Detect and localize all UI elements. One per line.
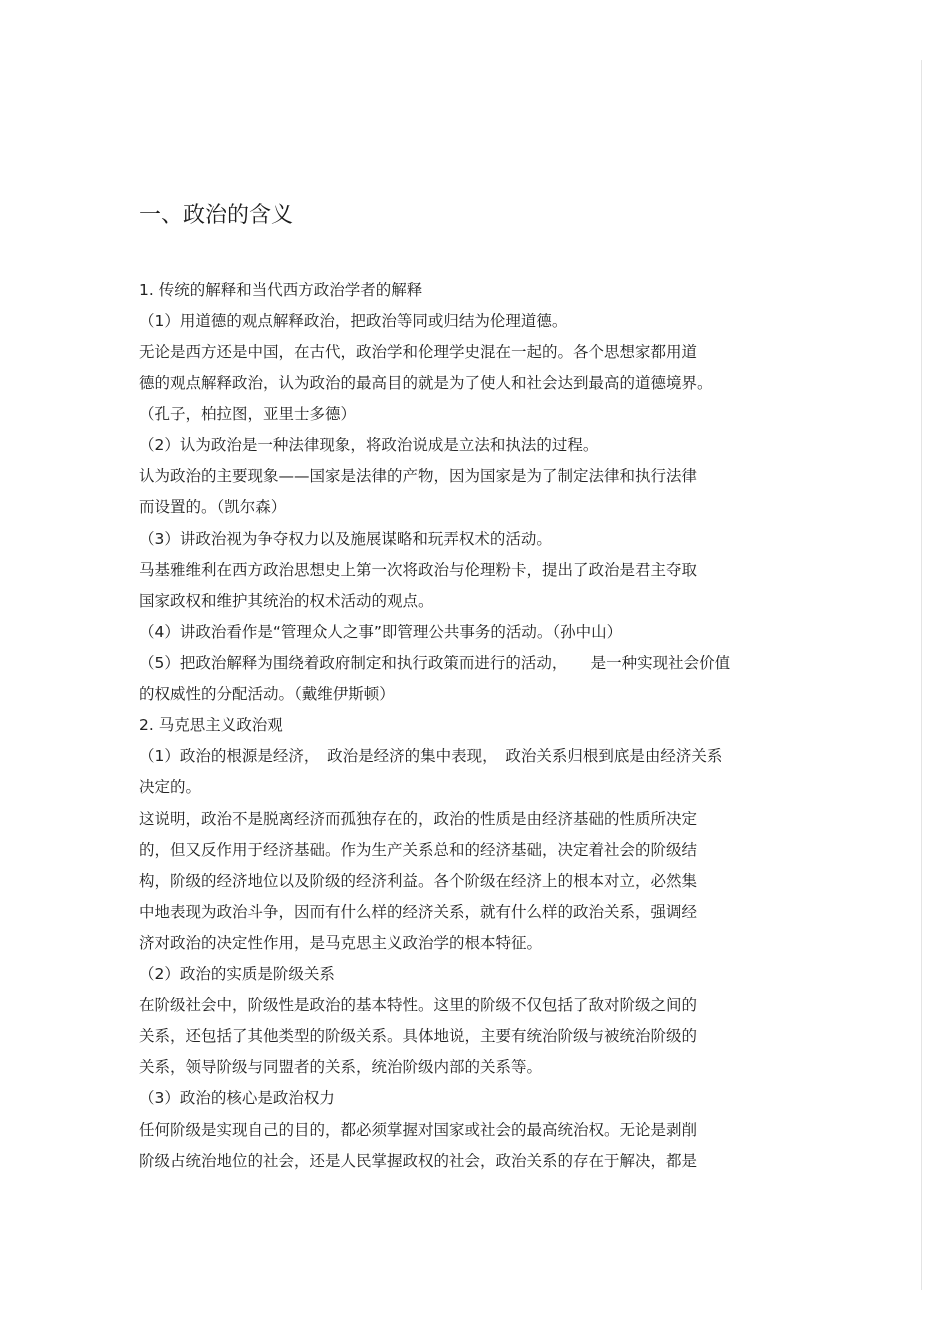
paragraph-line: 任何阶级是实现自己的目的，都必须掌握对国家或社会的最高统治权。无论是剥削 — [139, 1121, 698, 1139]
paragraph-line: 关系，还包括了其他类型的阶级关系。具体地说，主要有统治阶级与被统治阶级的 — [139, 1027, 698, 1045]
list-item-heading: （3）政治的核心是政治权力 — [139, 1089, 335, 1107]
subsection-heading: 1. 传统的解释和当代西方政治学者的解释 — [139, 281, 423, 299]
paragraph-line: 德的观点解释政治，认为政治的最高目的就是为了使人和社会达到最高的道德境界。 — [139, 374, 713, 392]
list-item-heading: （2）政治的实质是阶级关系 — [139, 965, 335, 983]
subsection-heading: 2. 马克思主义政治观 — [139, 716, 283, 734]
paragraph-line: 国家政权和维护其统治的权术活动的观点。 — [139, 592, 434, 610]
paragraph-line: 决定的。 — [139, 778, 202, 796]
paragraph-line: 阶级占统治地位的社会，还是人民掌握政权的社会，政治关系的存在于解决，都是 — [139, 1152, 698, 1170]
paragraph-line: 的，但又反作用于经济基础。作为生产关系总和的经济基础，决定着社会的阶级结 — [139, 841, 698, 859]
paragraph-line: （孔子，柏拉图，亚里士多德） — [139, 405, 357, 423]
paragraph-line: 关系，领导阶级与同盟者的关系，统治阶级内部的关系等。 — [139, 1058, 543, 1076]
paragraph-line: 构，阶级的经济地位以及阶级的经济利益。各个阶级在经济上的根本对立，必然集 — [139, 872, 698, 890]
list-item-heading: （2）认为政治是一种法律现象，将政治说成是立法和执法的过程。 — [139, 436, 599, 454]
paragraph-line: 的权威性的分配活动。（戴维伊斯顿） — [139, 685, 395, 703]
paragraph-line: 中地表现为政治斗争，因而有什么样的经济关系，就有什么样的政治关系，强调经 — [139, 903, 698, 921]
list-item-heading: （4）讲政治看作是“管理众人之事”即管理公共事务的活动。（孙中山） — [139, 623, 623, 641]
paragraph-line: 在阶级社会中，阶级性是政治的基本特性。这里的阶级不仅包括了敌对阶级之间的 — [139, 996, 698, 1014]
paragraph-line: 而设置的。（凯尔森） — [139, 498, 287, 516]
list-item-heading: （1）用道德的观点解释政治，把政治等同或归结为伦理道德。 — [139, 312, 568, 330]
paragraph-line: 这说明，政治不是脱离经济而孤独存在的，政治的性质是由经济基础的性质所决定 — [139, 810, 698, 828]
paragraph-line: 无论是西方还是中国，在古代，政治学和伦理学史混在一起的。各个思想家都用道 — [139, 343, 698, 361]
section-title: 一、政治的含义 — [139, 203, 294, 228]
list-item-heading: （1）政治的根源是经济， 政治是经济的集中表现， 政治关系归根到底是由经济关系 — [139, 747, 723, 765]
page-edge-divider — [921, 60, 922, 1290]
paragraph-line: 认为政治的主要现象——国家是法律的产物，因为国家是为了制定法律和执行法律 — [139, 467, 698, 485]
list-item-heading: （3）讲政治视为争夺权力以及施展谋略和玩弄权术的活动。 — [139, 530, 552, 548]
list-item-heading: （5）把政治解释为围绕着政府制定和执行政策而进行的活动， 是一种实现社会价值 — [139, 654, 731, 672]
paragraph-line: 济对政治的决定性作用，是马克思主义政治学的根本特征。 — [139, 934, 543, 952]
paragraph-line: 马基雅维利在西方政治思想史上第一次将政治与伦理粉卡，提出了政治是君主夺取 — [139, 561, 698, 579]
